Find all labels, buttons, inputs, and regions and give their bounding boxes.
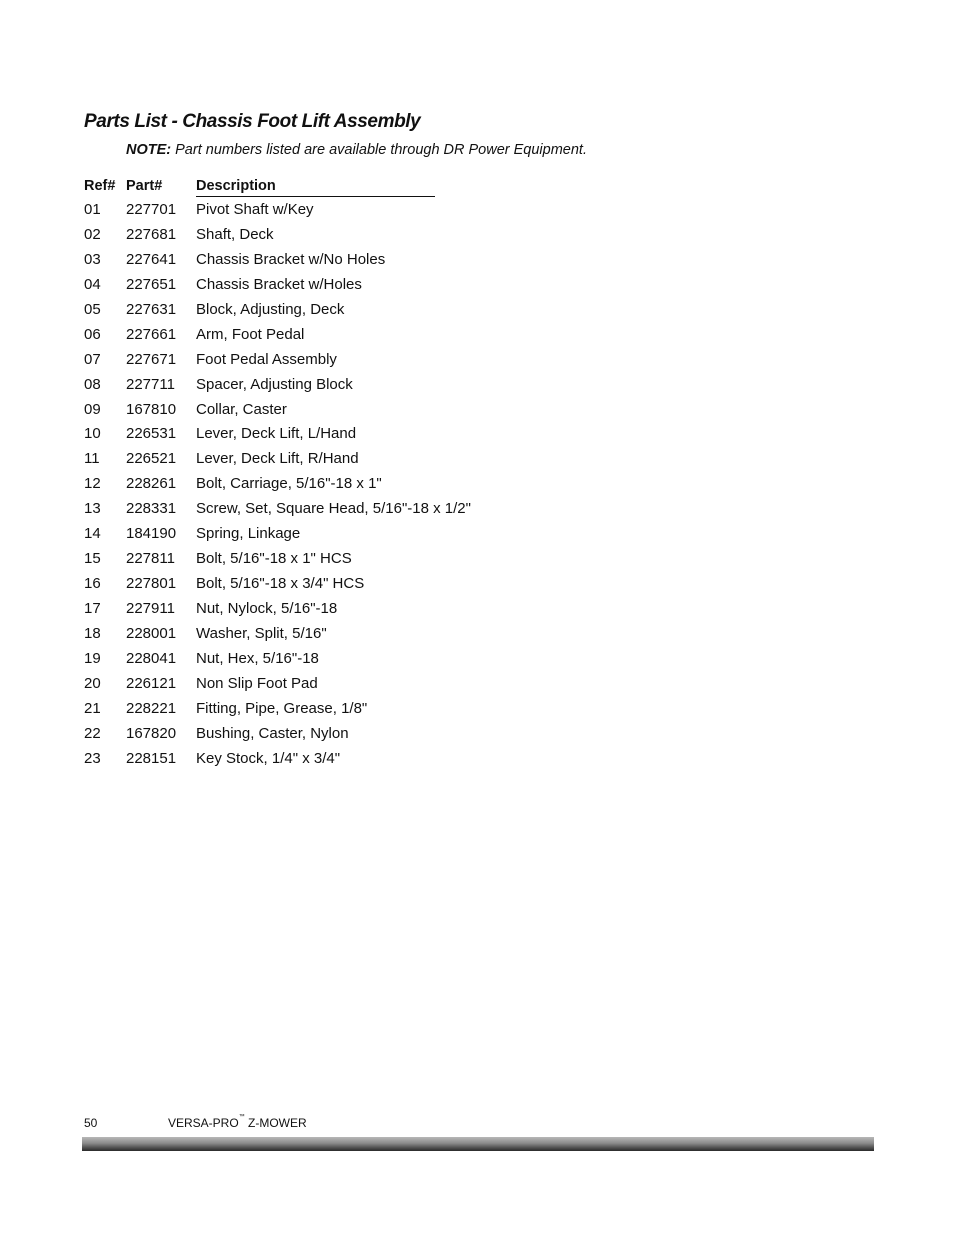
description-cell: Bushing, Caster, Nylon [196,724,349,742]
description-cell: Fitting, Pipe, Grease, 1/8" [196,699,368,717]
ref-cell: 09 [84,400,101,418]
description-cell: Nut, Nylock, 5/16"-18 [196,600,338,617]
part-cell: 226531 [126,425,177,443]
product-name [168,1116,307,1130]
header-ref: Ref# [84,178,116,194]
part-cell: 228221 [126,699,177,717]
ref-cell: 08 [84,375,101,393]
ref-cell: 21 [84,699,101,717]
description-cell: Block, Adjusting, Deck [196,300,345,318]
part-cell: 228151 [126,749,177,767]
ref-cell: 15 [84,550,101,568]
ref-cell: 20 [84,674,101,692]
product-prefix: VERSA-PRO [168,1116,239,1130]
part-cell: 227661 [126,325,177,343]
ref-cell: 04 [84,275,101,293]
ref-cell: 11 [84,450,100,468]
ref-cell: 13 [84,500,101,518]
ref-cell: 10 [84,425,101,443]
note [126,142,587,158]
part-cell: 227631 [126,300,177,318]
footer-bar [82,1137,874,1151]
part-cell: 227701 [126,201,177,218]
part-cell: 227651 [126,275,177,293]
description-cell: Non Slip Foot Pad [196,674,318,692]
trademark-symbol: ™ [238,1114,245,1120]
ref-cell: 01 [84,201,101,218]
part-cell: 227671 [126,350,177,368]
ref-cell: 12 [84,475,101,493]
part-cell: 227681 [126,225,177,243]
ref-cell: 02 [84,225,101,243]
description-cell: Chassis Bracket w/No Holes [196,250,386,268]
description-cell: Spacer, Adjusting Block [196,375,353,393]
part-cell: 226521 [126,450,177,468]
description-cell: Chassis Bracket w/Holes [196,275,362,293]
product-suffix: Z-MOWER [244,1116,307,1130]
part-cell: 227911 [126,600,175,617]
part-cell: 227711 [126,375,175,393]
description-cell: Collar, Caster [196,400,287,418]
description-cell: Shaft, Deck [196,225,274,243]
part-cell: 167820 [126,724,177,742]
part-cell: 228261 [126,475,177,493]
description-cell: Nut, Hex, 5/16"-18 [196,649,319,667]
description-cell: Key Stock, 1/4" x 3/4" [196,749,341,767]
part-cell: 167810 [126,400,177,418]
description-cell: Arm, Foot Pedal [196,325,305,343]
description-cell: Lever, Deck Lift, R/Hand [196,450,359,468]
description-cell: Bolt, 5/16"-18 x 3/4" HCS [196,575,365,593]
ref-cell: 03 [84,250,101,268]
header-description: Description [196,178,276,194]
description-cell: Pivot Shaft w/Key [196,201,314,218]
part-cell: 228331 [126,500,177,518]
ref-cell: 16 [84,575,101,593]
ref-cell: 07 [84,350,101,368]
header-part: Part# [126,178,163,194]
page-number: 50 [84,1116,98,1130]
ref-cell: 19 [84,649,101,667]
description-cell: Washer, Split, 5/16" [196,624,327,642]
description-cell: Bolt, 5/16"-18 x 1" HCS [196,550,352,568]
part-cell: 227811 [126,550,175,568]
part-cell: 184190 [126,525,177,543]
part-cell: 228001 [126,624,177,642]
description-cell: Spring, Linkage [196,525,301,543]
ref-cell: 06 [84,325,101,343]
part-cell: 227641 [126,250,177,268]
note-label: NOTE: [126,142,172,158]
ref-cell: 17 [84,600,101,617]
part-cell: 228041 [126,649,177,667]
description-cell: Screw, Set, Square Head, 5/16"-18 x 1/2" [196,500,471,518]
part-cell: 227801 [126,575,177,593]
ref-cell: 22 [84,724,101,742]
description-cell: Bolt, Carriage, 5/16"-18 x 1" [196,475,382,493]
ref-cell: 14 [84,525,101,543]
ref-cell: 18 [84,624,101,642]
page-title: Parts List - Chassis Foot Lift Assembly [84,111,421,132]
ref-cell: 23 [84,749,101,767]
part-cell: 226121 [126,674,177,692]
description-cell: Foot Pedal Assembly [196,350,337,368]
note-text: Part numbers listed are available through DR Power Equipment. [171,142,587,158]
description-cell: Lever, Deck Lift, L/Hand [196,425,357,443]
ref-cell: 05 [84,300,101,318]
